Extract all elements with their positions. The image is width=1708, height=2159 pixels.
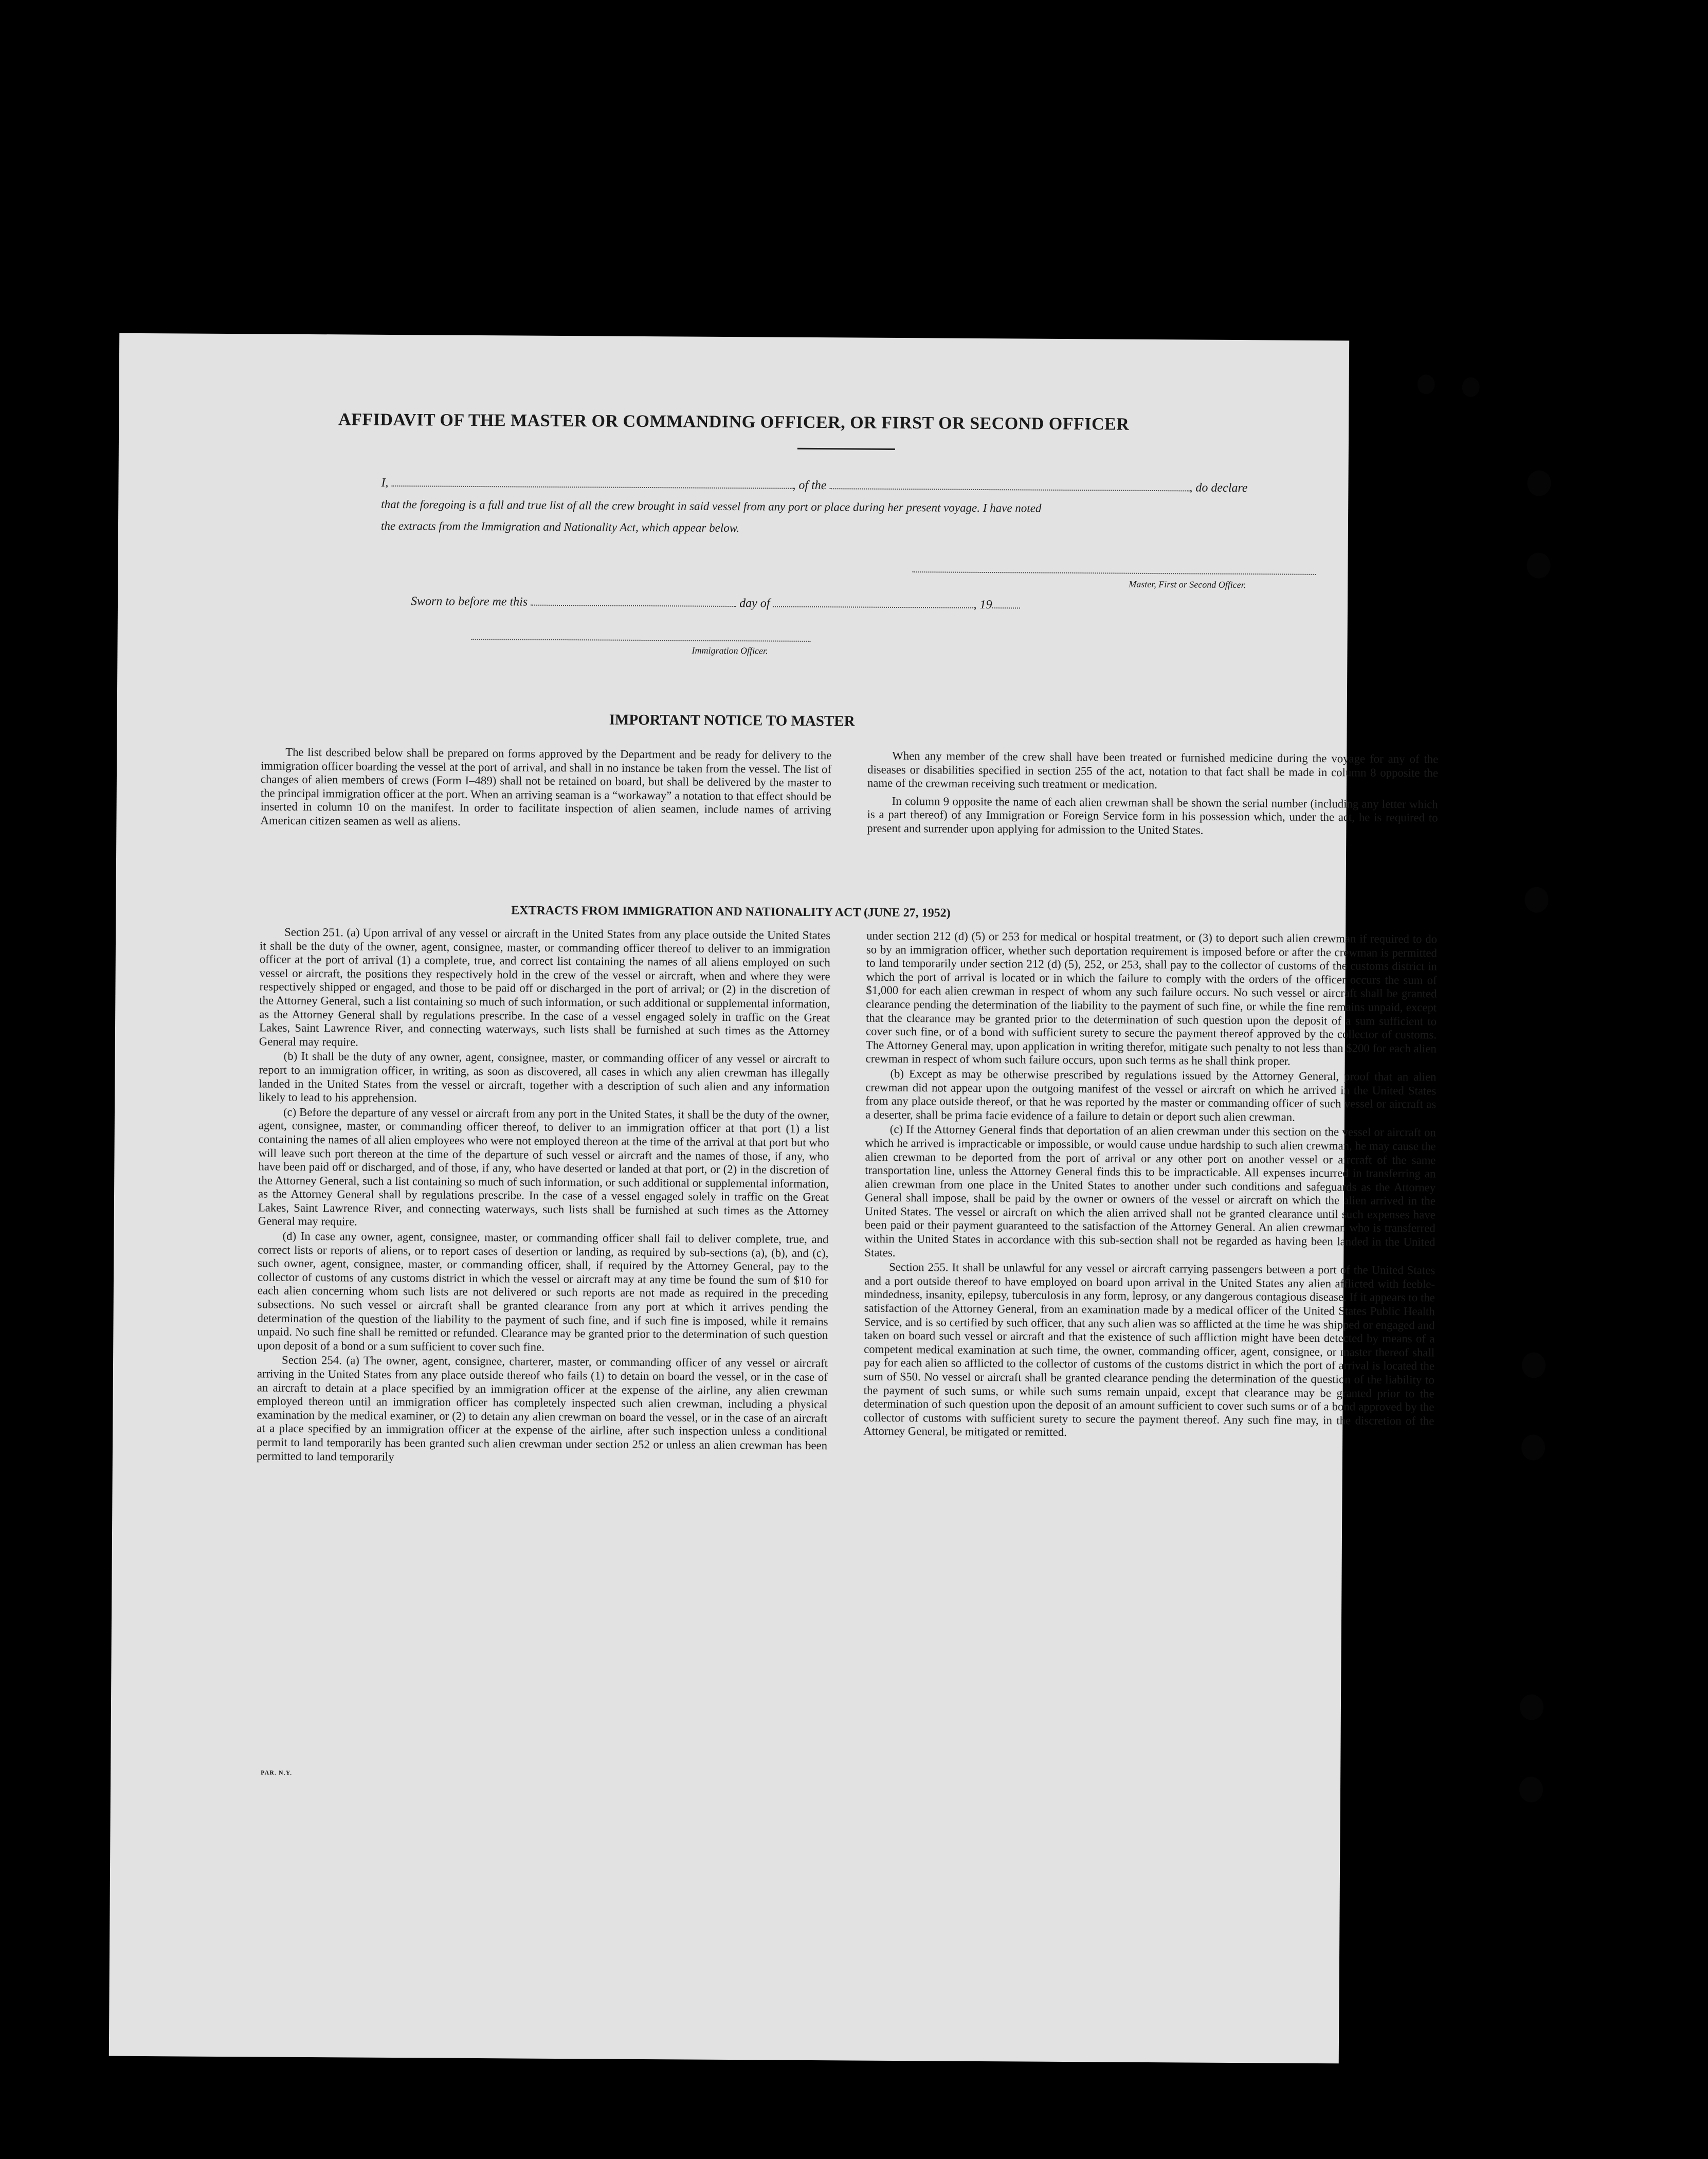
title-rule	[797, 448, 895, 450]
section-254-c: (c) If the Attorney General finds that deportation of an alien crewman under this section on the vessel or aircraft on which he arrived is impracticable or impossible, or would cause undue hardship to such alien crewman, he may cause the alien crewman to be deported from the port of arrival or any other port on another vessel or aircraft of the same transportation line, unless the Attorney General finds this to be impracticable. All expenses incurred in transferring an alien crewman from one place in the United States to another under such conditions and safeguards as the Attorney General shall impose, shall be paid by the owner or owners of the vessel or aircraft on which the alien arrived in the United States. The vessel or aircraft on which the alien arrived shall not be granted clearance until such expenses have been paid or their payment guaranteed to the satisfaction of the Attorney General. An alien crewman who is transferred within the United States in accordance with this sub-section shall not be regarded as having been landed in the United States.	[864, 1123, 1436, 1259]
extracts-heading: EXTRACTS FROM IMMIGRATION AND NATIONALITY ACT (JUNE 27, 1952)	[511, 904, 951, 920]
notice-right-paragraph-2: In column 9 opposite the name of each alien crewman shall be shown the serial number (including any letter which is a part thereof) of any Immigration or Foreign Service form in his possession which, under the act, he is required to present and surrender upon applying for admission to the United States.	[867, 794, 1438, 837]
year-prefix: , 19	[973, 598, 992, 612]
declaration-of-the: , of the	[792, 478, 827, 493]
binder-hole	[1521, 1434, 1545, 1460]
day-of-text: day of	[739, 597, 770, 610]
sworn-line	[411, 592, 1367, 616]
immigration-officer-caption: Immigration Officer.	[692, 645, 768, 656]
binder-hole	[1418, 374, 1435, 394]
section-255: Section 255. It shall be unlawful for any vessel or aircraft carrying passengers between a port of the United States and a port outside thereof to have employed on board upon arrival in the United States any alien afflicted with feeble-mindedness, insanity, epilepsy, tuberculosis in any form, leprosy, or any dangerous contagious disease. If it appears to the satisfaction of the Attorney General, from an examination made by a medical officer of the United States Public Health Service, and is so certified by such officer, that any such alien was so afflicted at the time he was shipped or engaged and taken on board such vessel or aircraft and that the existence of such affliction might have been detected by means of a competent medical examination at such time, the owner, commanding officer, agent, consignee, or master thereof shall pay for each alien so afflicted to the collector of customs of the customs district in which the port of arrival is located the sum of $50. No vessel or aircraft shall be granted clearance pending the determination of the question of the liability to the payment of such sums, or while such sums remain unpaid, except that clearance may be granted prior to the determination of such question upon the deposit of an amount sufficient to cover such sums or of a bond approved by the collector of customs with sufficient surety to secure the payment thereof. Any such fine may, in the discretion of the Attorney General, be mitigated or remitted.	[863, 1261, 1436, 1439]
section-251-a: Section 251. (a) Upon arrival of any vessel or aircraft in the United States from any place outside the United States it shall be the duty of the owner, agent, consignee, master, or commanding officer thereof to deliver to an immigration officer at the port of arrival (1) a complete, true, and correct list containing the names of all aliens employed on such vessel or aircraft, the positions they respectively hold in the crew of the vessel or aircraft, when and where they were respectively shipped or engaged, and those to be paid off or discharged in the port of arrival; or (2) in the discretion of the Attorney General, such a list containing so much of such information, or such additional or supplemental information, as the Attorney General shall by regulations prescribe. In the case of a vessel engaged solely in traffic on the Great Lakes, Saint Lawrence River, and connecting waterways, such lists shall be furnished at such times as the Attorney General may require.	[259, 925, 831, 1049]
printer-mark: PAR. N.Y.	[261, 1769, 293, 1776]
binder-hole	[1527, 552, 1550, 578]
name-field[interactable]	[391, 475, 792, 489]
sworn-text: Sworn to before me this	[410, 595, 528, 609]
sworn-year-field[interactable]	[992, 597, 1020, 608]
binder-hole	[1524, 887, 1548, 912]
binder-hole	[1522, 1352, 1546, 1378]
section-254-a-continued: under section 212 (d) (5) or 253 for medical or hospital treatment, or (3) to deport such alien crewman if required to do so by an immigration officer, whether such deportation requirement is imposed before or after the crewman is permitted to land temporarily under section 212 (d) (5), 252, or 253, shall pay to the collector of customs of the customs district in which the port of arrival is located or in which the failure to comply with the orders of the officer occurs the sum of $1,000 for each alien crewman in respect of whom any such failure occurs. No such vessel or aircraft shall be granted clearance pending the determination of the liability to the payment of such fine, or while the fine remains unpaid, except that the clearance may be granted prior to the determination of such question upon the deposit of a sum sufficient to cover such fine, or of a bond with sufficient surety to secure the payment thereof approved by the collector of customs. The Attorney General may, upon application in writing therefor, mitigate such penalty to not less than $200 for each alien crewman in respect of whom such failure occurs, upon such terms as he shall think proper.	[865, 929, 1438, 1068]
section-254-a: Section 254. (a) The owner, agent, consignee, charterer, master, or commanding officer of any vessel or aircraft arriving in the United States from any place outside thereof who fails (1) to detain on board the vessel, or in the case of an aircraft to detain at a place specified by an immigration officer at the expense of the airline, any alien crewman employed thereon until an immigration officer has completely inspected such alien crewman, including a physical examination by the medical examiner, or (2) to detain any alien crewman on board the vessel, or in the case of an aircraft at a place specified by an immigration officer at the expense of the airline, after such inspection unless a conditional permit to land temporarily has been granted such alien crewman under section 252 or unless an alien crewman has been permitted to land temporarily	[256, 1354, 828, 1463]
notice-left-paragraph: The list described below shall be prepared on forms approved by the Department and be ready for delivery to the immigration officer boarding the vessel at the port of arrival, and shall in no instance be taken from the vessel. The list of changes of alien members of crews (Form I–489) shall not be retained on board, but shall be delivered by the master to the principal immigration officer at the port. When an arriving seaman is a “workaway” a notation to that effect should be inserted in column 10 on the manifest. In order to facilitate inspection of alien seamen, include names of arriving American citizen seamen as well as aliens.	[260, 745, 832, 828]
section-251-c: (c) Before the departure of any vessel or aircraft from any port in the United States, it shall be the duty of the owner, agent, consignee, master, or commanding officer thereof, to deliver to an immigration officer at that port (1) a list containing the names of all alien employees who were not employed thereon at the time of the arrival at that port but who will leave such port thereon at the time of the departure of such vessel or aircraft and the names of those, if any, who have been paid off or discharged, and of those, if any, who have deserted or landed at that port, or (2) in the discretion of the Attorney General, such a list containing so much of such information, or such additional or supplemental information, as the Attorney General shall by regulations prescribe. In the case of a vessel engaged solely in traffic on the Great Lakes, Saint Lawrence River, and connecting waterways, such lists shall be furnished at such times as the Attorney General may require.	[258, 1105, 830, 1229]
declaration-line-1	[381, 474, 1337, 498]
vessel-field[interactable]	[829, 478, 1189, 491]
affidavit-title: AFFIDAVIT OF THE MASTER OR COMMANDING OFFICER, OR FIRST OR SECOND OFFICER	[338, 410, 1130, 434]
declaration-i: I,	[381, 476, 389, 490]
declaration-do-declare: , do declare	[1189, 481, 1248, 495]
section-251-b: (b) It shall be the duty of any owner, agent, consignee, master, or commanding officer of any vessel or aircraft to report to an immigration officer, in writing, as soon as discovered, all cases in which any alien crewman has illegally landed in the United States from the vessel or aircraft, together with a description of such alien and any information likely to lead to his apprehension.	[259, 1050, 830, 1105]
binder-hole	[1520, 1694, 1543, 1720]
extracts-right-column	[863, 929, 1437, 1443]
master-signature-line[interactable]	[912, 570, 1316, 575]
binder-hole	[1519, 1776, 1543, 1802]
notice-heading: IMPORTANT NOTICE TO MASTER	[609, 711, 855, 730]
sworn-day-field[interactable]	[531, 595, 736, 607]
declaration-line-2: that the foregoing is a full and true list of all the crew brought in said vessel from any port or place during her present voyage. I have noted	[381, 497, 1042, 515]
sworn-month-field[interactable]	[773, 596, 973, 608]
extracts-left-column	[257, 925, 830, 1467]
declaration-line-3: the extracts from the Immigration and Nationality Act, which appear below.	[380, 519, 740, 535]
binder-hole	[1462, 377, 1480, 397]
notice-right-column	[867, 749, 1438, 840]
notice-left-column	[260, 745, 831, 832]
master-caption: Master, First or Second Officer.	[1129, 579, 1246, 590]
section-251-d: (d) In case any owner, agent, consignee, master, or commanding officer shall fail to deliver complete, true, and correct lists or reports of aliens, or to report cases of desertion or landing, as required by sub-sections (a), (b), and (c), such owner, agent, consignee, master, or commanding officer, shall, if required by the Attorney General, pay to the collector of customs of any customs district in which the vessel or aircraft may at any time be found the sum of $10 for each alien concerning whom such lists are not delivered or such reports are not made as required in the preceding subsections. No such vessel or aircraft shall be granted clearance from any port at which it arrives pending the determination of the question of the liability to the payment of such fine, and if such fine is imposed, while it remains unpaid. No such fine shall be remitted or refunded. Clearance may be granted prior to the determination of such question upon deposit of a bond or a sum sufficient to cover such fine.	[257, 1229, 829, 1354]
notice-right-paragraph-1: When any member of the crew shall have been treated or furnished medicine during the voyage for any of the diseases or disabilities specified in section 255 of the act, notation to that fact shall be made in column 8 opposite the name of the crewman receiving such treatment or medication.	[867, 749, 1439, 791]
section-254-b: (b) Except as may be otherwise prescribed by regulations issued by the Attorney General, proof that an alien crewman did not appear upon the outgoing manifest of the vessel or aircraft on which he arrived in the United States from any place outside thereof, or that he was reported by the master or commanding officer of such vessel or aircraft as a deserter, shall be prima facie evidence of a failure to detain or deport such alien crewman.	[865, 1067, 1437, 1124]
binder-hole	[1527, 470, 1551, 496]
document-page	[109, 333, 1439, 2064]
immigration-officer-signature-line[interactable]	[471, 638, 811, 642]
